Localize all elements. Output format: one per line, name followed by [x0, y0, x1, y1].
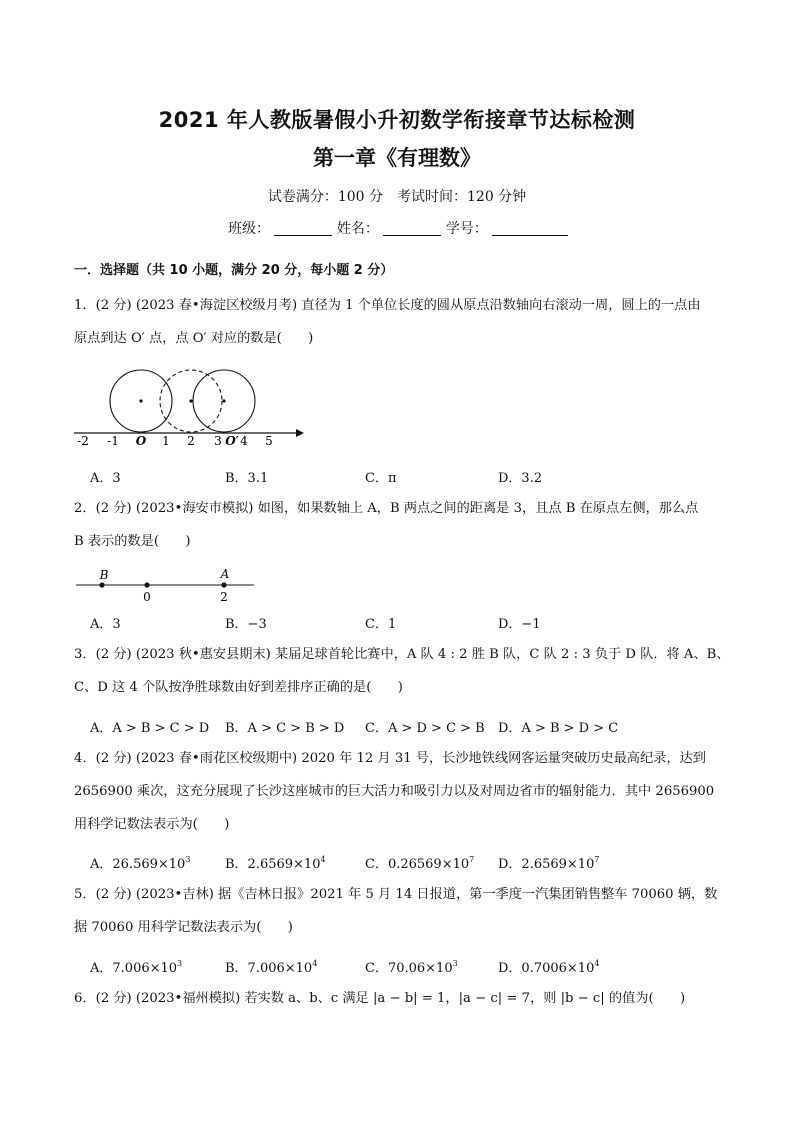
tick-label: -2: [77, 434, 89, 448]
option-b[interactable]: B．−3: [225, 617, 267, 632]
question-2-line2: B 表示的数是( ): [74, 534, 191, 549]
tick-label: 4: [240, 434, 248, 448]
question-6-line1: 6．(2 分) (2023•福州模拟) 若实数 a、b、c 满足 |a − b| = 1，|a − c| = 7，则 |b − c| 的值为( ): [74, 991, 686, 1006]
question-1-figure: [74, 362, 314, 452]
point-a: [221, 582, 226, 587]
option-d[interactable]: D．−1: [498, 617, 541, 632]
name-label: 姓名：: [336, 221, 379, 237]
tick-label: 3: [214, 434, 222, 448]
question-2-options: [90, 613, 750, 633]
section-heading: 一．选择题（共 10 小题，满分 20 分，每小题 2 分）: [74, 263, 394, 278]
class-label: 班级：: [228, 221, 270, 237]
question-5-line2: 据 70060 用科学记数法表示为( ): [74, 920, 293, 935]
option-a[interactable]: A．$7.006\times 10^3$: [90, 959, 183, 976]
question-6: [74, 982, 734, 1015]
class-blank[interactable]: [274, 221, 332, 236]
option-c[interactable]: C．1: [365, 617, 397, 632]
question-5-options: [90, 957, 750, 977]
question-3-line1: 3．(2 分) (2023 秋•惠安县期末) 某届足球首轮比赛中，A 队 4 : 2 胜 B 队，C 队 2 : 3 负于 D 队．将 A、B、: [74, 647, 730, 662]
question-4-options: [90, 853, 750, 873]
exam-info: 试卷满分：100 分 考试时间：120 分钟: [267, 189, 527, 205]
circle-center-dot: [222, 399, 225, 402]
question-2-figure: [74, 565, 264, 607]
option-b[interactable]: B．3.1: [225, 471, 269, 486]
option-a[interactable]: A．$26.569\times 10^3$: [90, 855, 191, 872]
option-c[interactable]: C．π: [365, 471, 397, 486]
tick-label: -1: [107, 434, 119, 448]
question-3-options: [90, 717, 750, 737]
option-c[interactable]: C．$70.06\times 10^3$: [365, 959, 458, 976]
option-b[interactable]: B．$7.006\times 10^4$: [225, 959, 318, 976]
origin-label: O: [135, 434, 147, 448]
option-a[interactable]: A．A > B > C > D: [90, 721, 210, 736]
tick-label: 5: [265, 434, 273, 448]
document-title: 2021 年人教版暑假小升初数学衔接章节达标检测: [158, 108, 636, 132]
id-label: 学号：: [445, 221, 488, 237]
point-origin: [144, 582, 149, 587]
question-1: [74, 289, 734, 355]
question-5: [74, 878, 734, 944]
o-prime-label: O′: [225, 434, 239, 448]
arrow-icon: [296, 429, 304, 437]
name-blank[interactable]: [383, 221, 441, 236]
question-2: [74, 492, 734, 558]
question-5-line1: 5．(2 分) (2023•吉林) 据《吉林日报》2021 年 5 月 14 日报道，第一季度一汽集团销售整车 70060 辆，数: [74, 887, 718, 902]
option-d[interactable]: D．A > B > D > C: [498, 721, 619, 736]
question-4-line1: 4．(2 分) (2023 春•雨花区校级期中) 2020 年 12 月 31 号，长沙地铁线网客运量突破历史最高纪录，达到: [74, 751, 706, 766]
option-d[interactable]: D．$2.6569\times 10^7$: [498, 855, 600, 872]
question-4-line3: 用科学记数法表示为( ): [74, 817, 230, 832]
label-a: A: [220, 567, 230, 581]
label-zero: 0: [143, 590, 151, 604]
circle-center-dot: [189, 399, 192, 402]
question-3: [74, 638, 734, 704]
tick-label: 1: [162, 434, 170, 448]
question-1-line1: 1．(2 分) (2023 春•海淀区校级月考) 直径为 1 个单位长度的圆从原点沿数轴向右滚动一周，圆上的一点由: [74, 298, 701, 313]
option-c[interactable]: C．$0.26569\times 10^7$: [365, 855, 475, 872]
question-1-line2: 原点到达 O′ 点，点 O′ 对应的数是( ): [74, 331, 314, 346]
option-a[interactable]: A．3: [90, 471, 121, 486]
option-d[interactable]: D．$0.7006\times 10^4$: [498, 959, 600, 976]
label-two: 2: [220, 590, 228, 604]
student-info-line: [228, 218, 568, 238]
id-blank[interactable]: [492, 221, 568, 236]
option-b[interactable]: B．$2.6569\times 10^4$: [225, 855, 326, 872]
option-c[interactable]: C．A > D > C > B: [365, 721, 485, 736]
document-subtitle: 第一章《有理数》: [313, 146, 481, 170]
question-4: [74, 742, 734, 841]
question-4-line2: 2656900 乘次，这充分展现了长沙这座城市的巨大活力和吸引力以及对周边省市的辐射能力．其中 2656900: [74, 784, 715, 799]
tick-label: 2: [187, 434, 195, 448]
question-1-options: [90, 467, 750, 487]
option-b[interactable]: B．A > C > B > D: [225, 721, 345, 736]
option-a[interactable]: A．3: [90, 617, 121, 632]
point-b: [99, 582, 104, 587]
label-b: B: [99, 568, 109, 582]
question-2-line1: 2．(2 分) (2023•海安市模拟) 如图，如果数轴上 A，B 两点之间的距离是 3，且点 B 在原点左侧，那么点: [74, 501, 699, 516]
question-3-line2: C、D 这 4 个队按净胜球数由好到差排序正确的是( ): [74, 680, 403, 695]
option-d[interactable]: D．3.2: [498, 471, 543, 486]
circle-center-dot: [139, 399, 142, 402]
